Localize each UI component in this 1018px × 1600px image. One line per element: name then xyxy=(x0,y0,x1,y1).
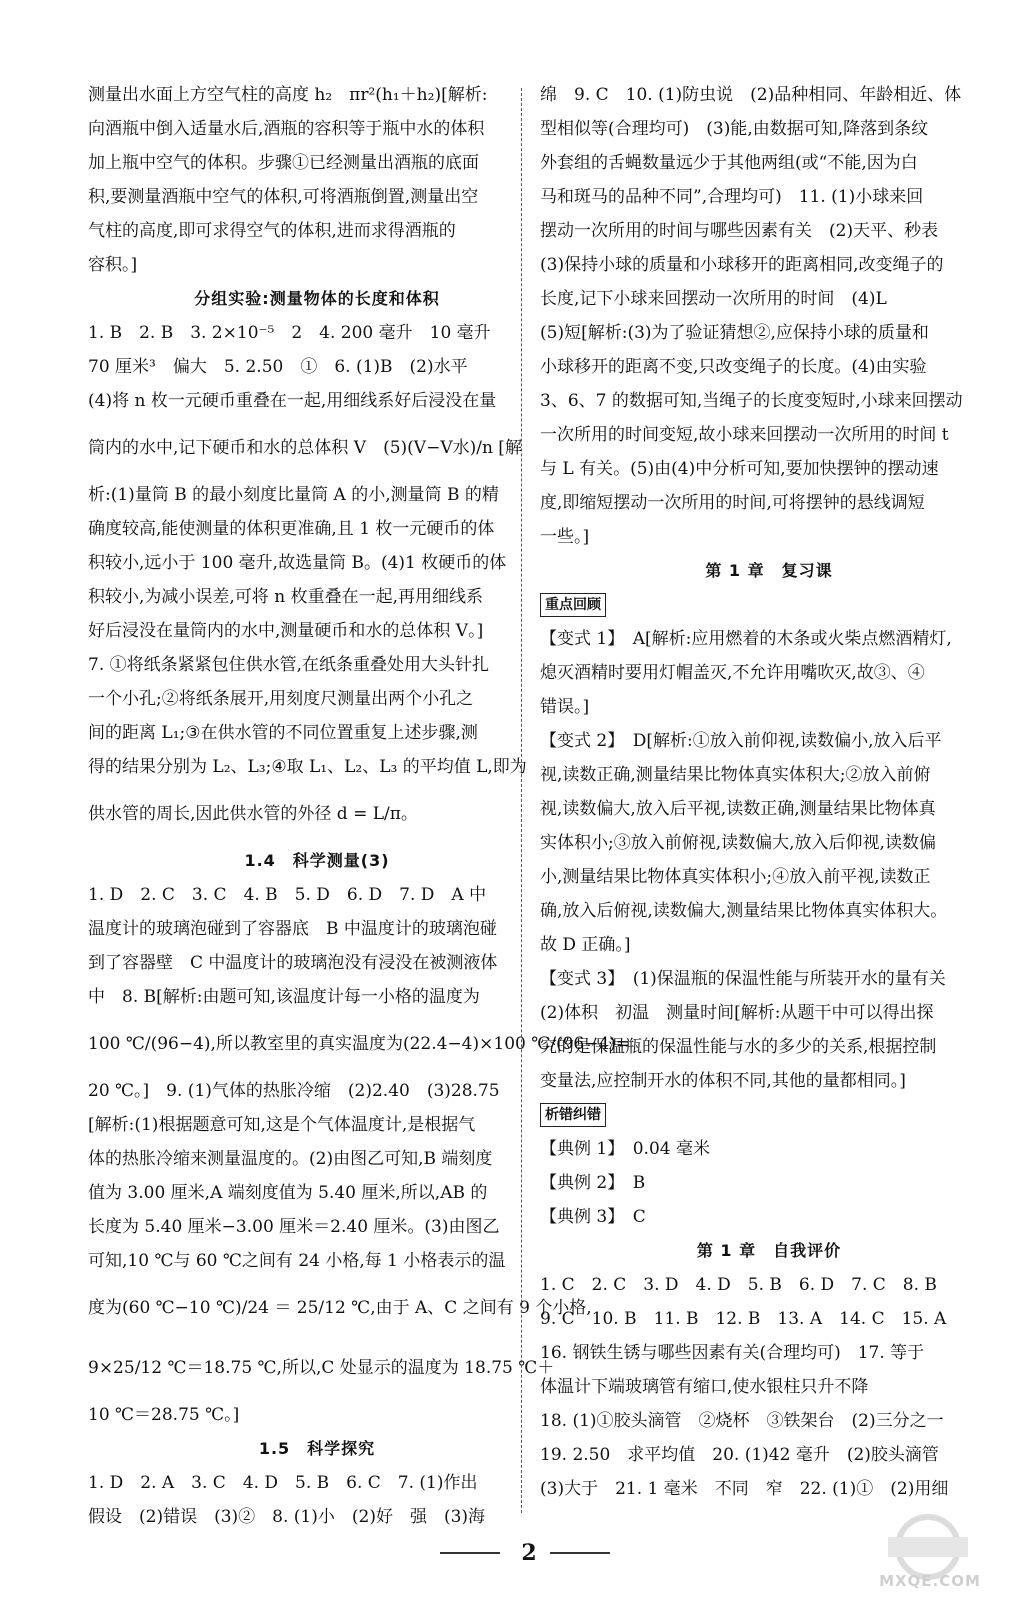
boxed-section-label: 重点回顾 xyxy=(540,593,606,617)
text-line: 值为 3.00 厘米,A 端刻度值为 5.40 厘米,所以,AB 的 xyxy=(88,1183,488,1203)
text-line: (3)保持小球的质量和小球移开的距离相同,改变绳子的 xyxy=(540,255,944,275)
text-line: 可知,10 ℃与 60 ℃之间有 24 小格,每 1 小格表示的温 xyxy=(88,1251,506,1271)
text-line: 视,读数正确,测量结果比物体真实体积大;②放入前俯 xyxy=(540,765,931,785)
text-line: (2)体积 初温 测量时间[解析:从题干中可以得出探 xyxy=(540,1003,934,1023)
text-line: 1. B 2. B 3. 2×10⁻⁵ 2 4. 200 毫升 10 毫升 xyxy=(88,323,491,343)
boxed-section-label: 析错纠错 xyxy=(540,1103,606,1127)
text-line: 16. 钢铁生锈与哪些因素有关(合理均可) 17. 等于 xyxy=(540,1343,925,1363)
text-line: 1. D 2. C 3. C 4. B 5. D 6. D 7. D A 中 xyxy=(88,885,487,905)
text-line: 变量法,应控制开水的体积不同,其他的量都相同。] xyxy=(540,1071,906,1091)
text-line: (4)将 n 枚一元硬币重叠在一起,用细线系好后浸没在量 xyxy=(88,391,497,411)
section-heading: 分组实验:测量物体的长度和体积 xyxy=(194,289,440,308)
text-line: 【典例 3】 C xyxy=(540,1207,646,1227)
text-line: 好后浸没在量筒内的水中,测量硬币和水的总体积 V。] xyxy=(88,621,484,641)
text-line: 熄灭酒精时要用灯帽盖灭,不允许用嘴吹灭,故③、④ xyxy=(540,663,925,683)
text-line: 体的热胀冷缩来测量温度的。(2)由图乙可知,B 端刻度 xyxy=(88,1149,493,1169)
text-line: 型相似等(合理均可) (3)能,由数据可知,降落到条纹 xyxy=(540,119,929,139)
text-line: 【变式 2】 D[解析:①放入前仰视,读数偏小,放入后平 xyxy=(540,731,942,751)
text-line: 确度较高,能使测量的体积更准确,且 1 枚一元硬币的体 xyxy=(88,519,495,539)
text-line: 长度为 5.40 厘米−3.00 厘米＝2.40 厘米。(3)由图乙 xyxy=(88,1217,500,1237)
text-line: 故 D 正确。] xyxy=(540,935,631,955)
section-heading: 1.5 科学探究 xyxy=(258,1439,376,1458)
text-line: 绵 9. C 10. (1)防虫说 (2)品种相同、年龄相近、体 xyxy=(540,85,962,105)
section-heading: 第 1 章 复习课 xyxy=(705,561,833,580)
text-line: 加上瓶中空气的体积。步骤①已经测量出酒瓶的底面 xyxy=(88,153,479,173)
text-line: 【变式 1】 A[解析:应用燃着的木条或火柴点燃酒精灯, xyxy=(540,629,952,649)
text-line: 10 ℃＝28.75 ℃。] xyxy=(88,1405,240,1425)
page-number: 2 xyxy=(521,1540,537,1566)
text-line: 小球移开的距离不变,只改变绳子的长度。(4)由实验 xyxy=(540,357,927,377)
section-heading: 1.4 科学测量(3) xyxy=(244,851,390,870)
section-heading: 第 1 章 自我评价 xyxy=(696,1241,842,1260)
text-line: 外套组的舌蝇数量远少于其他两组(或“不能,因为白 xyxy=(540,153,918,173)
text-line: 100 ℃/(96−4),所以教室里的真实温度为(22.4−4)×100 ℃/(96−4)= xyxy=(88,1034,631,1054)
text-line: 度为(60 ℃−10 ℃)/24 ＝ 25/12 ℃,由于 A、C 之间有 9 个小格, xyxy=(88,1298,592,1318)
section-label-row xyxy=(540,588,998,622)
text-line: 积较小,远小于 100 毫升,故选量筒 B。(4)1 枚硬币的体 xyxy=(88,553,507,573)
text-line: 中 8. B[解析:由题可知,该温度计每一小格的温度为 xyxy=(88,987,480,1007)
text-line: 小,测量结果比物体真实体积小;④放入前平视,读数正 xyxy=(540,867,931,887)
text-line: 摆动一次所用的时间与哪些因素有关 (2)天平、秒表 xyxy=(540,221,939,241)
text-line: 到了容器壁 C 中温度计的玻璃泡没有浸没在被测液体 xyxy=(88,953,498,973)
text-line: 1. C 2. C 3. D 4. D 5. B 6. D 7. C 8. B xyxy=(540,1275,937,1295)
text-line: 9×25/12 ℃＝18.75 ℃,所以,C 处显示的温度为 18.75 ℃＋ xyxy=(88,1358,555,1378)
text-line: 【典例 2】 B xyxy=(540,1173,646,1193)
text-line: 向酒瓶中倒入适量水后,酒瓶的容积等于瓶中水的体积 xyxy=(88,119,485,139)
text-line: 9. C 10. B 11. B 12. B 13. A 14. C 15. A xyxy=(540,1309,947,1329)
text-line: [解析:(1)根据题意可知,这是个气体温度计,是根据气 xyxy=(88,1115,476,1135)
text-line: 错误。] xyxy=(540,697,590,717)
text-line: 体温计下端玻璃管有缩口,使水银柱只升不降 xyxy=(540,1377,869,1397)
text-line: 18. (1)①胶头滴管 ②烧杯 ③铁架台 (2)三分之一 xyxy=(540,1411,944,1431)
text-line: 度,即缩短摆动一次所用的时间,可将摆钟的悬线调短 xyxy=(540,493,925,513)
text-line: 假设 (2)错误 (3)② 8. (1)小 (2)好 强 (3)海 xyxy=(88,1507,486,1527)
text-line: 【变式 3】 (1)保温瓶的保温性能与所装开水的量有关 xyxy=(540,969,946,989)
text-line: 实体积小;③放入前俯视,读数偏大,放入后仰视,读数偏 xyxy=(540,833,936,853)
text-line: 1. D 2. A 3. C 4. D 5. B 6. C 7. (1)作出 xyxy=(88,1473,478,1493)
text-line: 究的是保温瓶的保温性能与水的多少的关系,根据控制 xyxy=(540,1037,937,1057)
text-line: (5)短[解析:(3)为了验证猜想②,应保持小球的质量和 xyxy=(540,323,929,343)
text-line: 确,放入后俯视,读数偏大,测量结果比物体真实体积大。 xyxy=(540,901,948,921)
text-line: 19. 2.50 求平均值 20. (1)42 毫升 (2)胶头滴管 xyxy=(540,1445,939,1465)
text-line: 积,要测量酒瓶中空气的体积,可将酒瓶倒置,测量出空 xyxy=(88,187,479,207)
text-line: 3、6、7 的数据可知,当绳子的长度变短时,小球来回摆动 xyxy=(540,391,963,411)
text-line: 一些。] xyxy=(540,527,590,547)
column-divider xyxy=(521,88,522,1513)
page-number-ornament-right xyxy=(550,1552,610,1554)
text-line: 【典例 1】 0.04 毫米 xyxy=(540,1139,710,1159)
text-line: 筒内的水中,记下硬币和水的总体积 V (5)(V−V水)/n [解 xyxy=(88,438,522,458)
text-line: 供水管的周长,因此供水管的外径 d = L/π。 xyxy=(88,804,418,824)
text-line: 与 L 有关。(5)由(4)中分析可知,要加快摆钟的摆动速 xyxy=(540,459,939,479)
text-line: (3)大于 21. 1 毫米 不同 窄 22. (1)① (2)用细 xyxy=(540,1479,949,1499)
text-line: 析:(1)量筒 B 的最小刻度比量筒 A 的小,测量筒 B 的精 xyxy=(88,485,499,505)
text-line: 积较小,为减小误差,可将 n 枚重叠在一起,再用细线系 xyxy=(88,587,483,607)
text-line: 一个小孔;②将纸条展开,用刻度尺测量出两个小孔之 xyxy=(88,689,474,709)
text-line: 视,读数偏大,放入后平视,读数正确,测量结果比物体真 xyxy=(540,799,936,819)
page-number-ornament-left xyxy=(440,1552,500,1554)
right-column xyxy=(540,78,998,1506)
text-line: 测量出水面上方空气柱的高度 h₂ πr²(h₁＋h₂)[解析: xyxy=(88,85,488,105)
text-line: 长度,记下小球来回摆动一次所用的时间 (4)L xyxy=(540,289,887,309)
text-line: 容积。] xyxy=(88,255,138,275)
text-line: 一次所用的时间变短,故小球来回摆动一次所用的时间 t xyxy=(540,425,949,445)
text-line: 70 厘米³ 偏大 5. 2.50 ① 6. (1)B (2)水平 xyxy=(88,357,468,377)
text-line: 间的距离 L₁;③在供水管的不同位置重复上述步骤,测 xyxy=(88,723,478,743)
section-label-row xyxy=(540,1098,998,1132)
text-line: 得的结果分别为 L₂、L₃;④取 L₁、L₂、L₃ 的平均值 L,即为 xyxy=(88,757,527,777)
watermark-text: MXQE.COM xyxy=(879,1572,981,1590)
text-line: 7. ①将纸条紧紧包住供水管,在纸条重叠处用大头针扎 xyxy=(88,655,490,675)
text-line: 气柱的高度,即可求得空气的体积,进而求得酒瓶的 xyxy=(88,221,456,241)
text-line: 温度计的玻璃泡碰到了容器底 B 中温度计的玻璃泡碰 xyxy=(88,919,497,939)
text-line: 20 ℃。] 9. (1)气体的热胀冷缩 (2)2.40 (3)28.75 xyxy=(88,1081,500,1101)
text-line: 马和斑马的品种不同”,合理均可) 11. (1)小球来回 xyxy=(540,187,924,207)
